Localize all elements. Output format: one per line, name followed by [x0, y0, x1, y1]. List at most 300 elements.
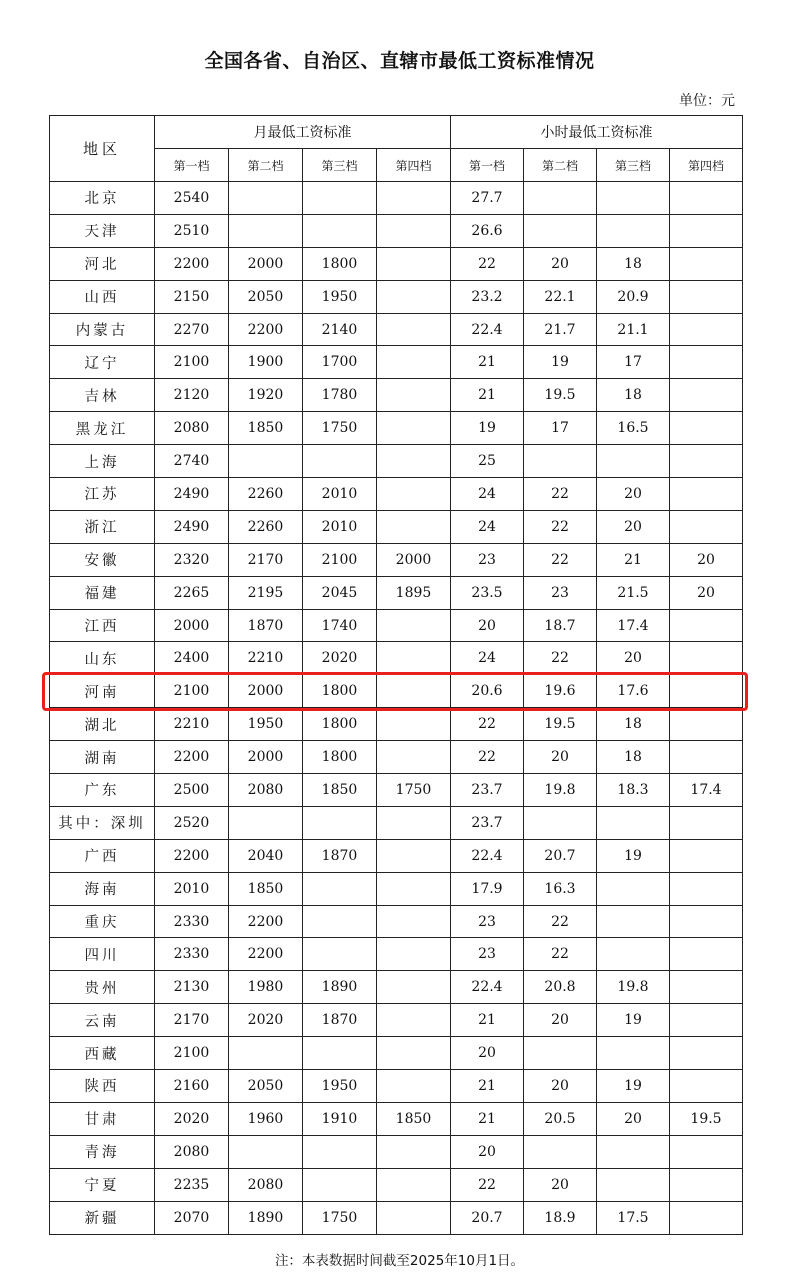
- hourly-tier-4-cell: [670, 346, 743, 379]
- table-row: [50, 214, 743, 247]
- hourly-tier-1-cell: 22: [451, 247, 524, 280]
- region-cell: 北京: [50, 182, 155, 215]
- monthly-tier-4-cell: [377, 379, 451, 412]
- hourly-tier-4-cell: [670, 379, 743, 412]
- hourly-tier-1-cell: 26.6: [451, 214, 524, 247]
- monthly-tier-2-cell: 2000: [229, 247, 303, 280]
- table-row: [50, 708, 743, 741]
- hourly-tier-4-cell: [670, 642, 743, 675]
- monthly-tier-1-cell: 2070: [155, 1201, 229, 1234]
- hourly-tier-3-cell: [597, 938, 670, 971]
- monthly-tier-4-cell: [377, 642, 451, 675]
- table-row: [50, 971, 743, 1004]
- hourly-tier-2-cell: 20.8: [524, 971, 597, 1004]
- monthly-tier-1-cell: 2210: [155, 708, 229, 741]
- monthly-tier-1-cell: 2100: [155, 675, 229, 708]
- region-cell: 贵州: [50, 971, 155, 1004]
- region-cell: 黑龙江: [50, 412, 155, 445]
- monthly-tier-4-cell: [377, 708, 451, 741]
- monthly-tier-2-cell: 1870: [229, 609, 303, 642]
- monthly-tier-1-cell: 2740: [155, 445, 229, 478]
- monthly-tier-3-cell: 1750: [303, 412, 377, 445]
- monthly-tier-2-cell: 1960: [229, 1102, 303, 1135]
- region-cell: 河南: [50, 675, 155, 708]
- hourly-tier-1-cell: 19: [451, 412, 524, 445]
- hourly-tier-1-cell: 22.4: [451, 971, 524, 1004]
- monthly-tier-2-cell: 2170: [229, 543, 303, 576]
- hourly-tier-4-cell: [670, 609, 743, 642]
- hourly-tier-4-cell: [670, 872, 743, 905]
- hourly-tier-1-cell: 21: [451, 1004, 524, 1037]
- monthly-tier-3-cell: 1950: [303, 1070, 377, 1103]
- min-wage-table: [49, 115, 743, 1235]
- hourly-tier-1-cell: 20: [451, 1135, 524, 1168]
- monthly-tier-3-header: 第三档: [303, 149, 377, 182]
- table-row: [50, 280, 743, 313]
- hourly-tier-1-cell: 27.7: [451, 182, 524, 215]
- region-cell: 福建: [50, 576, 155, 609]
- monthly-tier-2-cell: 2260: [229, 510, 303, 543]
- hourly-tier-4-cell: [670, 708, 743, 741]
- hourly-tier-3-cell: 20: [597, 1102, 670, 1135]
- monthly-tier-2-cell: 2210: [229, 642, 303, 675]
- hourly-tier-4-cell: [670, 247, 743, 280]
- monthly-tier-4-cell: [377, 182, 451, 215]
- hourly-tier-4-cell: [670, 938, 743, 971]
- hourly-tier-2-cell: 16.3: [524, 872, 597, 905]
- hourly-tier-1-cell: 23: [451, 543, 524, 576]
- footnote: 注：本表数据时间截至2025年10月1日。: [274, 1253, 525, 1269]
- monthly-tier-4-cell: [377, 346, 451, 379]
- monthly-tier-2-cell: 2200: [229, 313, 303, 346]
- monthly-tier-3-cell: 1750: [303, 1201, 377, 1234]
- monthly-tier-2-cell: 2200: [229, 938, 303, 971]
- region-cell: 陕西: [50, 1070, 155, 1103]
- hourly-tier-1-cell: 21: [451, 1102, 524, 1135]
- hourly-tier-4-cell: [670, 510, 743, 543]
- hourly-tier-3-cell: 18: [597, 708, 670, 741]
- hourly-tier-2-cell: 20: [524, 247, 597, 280]
- hourly-tier-4-cell: 19.5: [670, 1102, 743, 1135]
- hourly-tier-3-cell: [597, 214, 670, 247]
- monthly-tier-4-cell: [377, 445, 451, 478]
- monthly-tier-4-cell: [377, 478, 451, 511]
- monthly-tier-1-cell: 2235: [155, 1168, 229, 1201]
- region-cell: 江苏: [50, 478, 155, 511]
- monthly-tier-3-cell: 1890: [303, 971, 377, 1004]
- monthly-tier-4-cell: [377, 1070, 451, 1103]
- region-cell: 广东: [50, 774, 155, 807]
- monthly-tier-2-cell: 2080: [229, 1168, 303, 1201]
- hourly-tier-3-cell: 20: [597, 510, 670, 543]
- monthly-tier-3-cell: [303, 1037, 377, 1070]
- table-row: [50, 510, 743, 543]
- region-cell: 湖南: [50, 741, 155, 774]
- hourly-tier-2-cell: 22: [524, 510, 597, 543]
- hourly-tier-3-cell: 17.4: [597, 609, 670, 642]
- hourly-tier-3-cell: 17.6: [597, 675, 670, 708]
- hourly-tier-1-cell: 21: [451, 379, 524, 412]
- table-row: [50, 445, 743, 478]
- hourly-tier-2-cell: [524, 806, 597, 839]
- table-row: [50, 1201, 743, 1234]
- region-cell: 内蒙古: [50, 313, 155, 346]
- monthly-tier-2-header: 第二档: [229, 149, 303, 182]
- hourly-tier-1-cell: 17.9: [451, 872, 524, 905]
- monthly-tier-2-cell: [229, 1135, 303, 1168]
- hourly-tier-3-cell: 21: [597, 543, 670, 576]
- monthly-tier-3-cell: [303, 806, 377, 839]
- monthly-tier-3-cell: 1700: [303, 346, 377, 379]
- region-cell: 安徽: [50, 543, 155, 576]
- region-cell: 上海: [50, 445, 155, 478]
- monthly-tier-4-cell: [377, 839, 451, 872]
- hourly-tier-2-cell: 19.8: [524, 774, 597, 807]
- hourly-tier-2-cell: 22: [524, 938, 597, 971]
- monthly-tier-1-cell: 2520: [155, 806, 229, 839]
- monthly-header: 月最低工资标准: [155, 116, 451, 149]
- hourly-tier-3-cell: 19: [597, 1070, 670, 1103]
- hourly-tier-4-header: 第四档: [670, 149, 743, 182]
- monthly-tier-4-cell: [377, 609, 451, 642]
- monthly-tier-4-cell: 1895: [377, 576, 451, 609]
- monthly-tier-1-cell: 2000: [155, 609, 229, 642]
- hourly-tier-1-cell: 22: [451, 708, 524, 741]
- monthly-tier-2-cell: 2195: [229, 576, 303, 609]
- monthly-tier-3-cell: [303, 938, 377, 971]
- monthly-tier-4-cell: [377, 247, 451, 280]
- monthly-tier-4-cell: [377, 971, 451, 1004]
- hourly-tier-3-cell: [597, 1037, 670, 1070]
- table-row: [50, 313, 743, 346]
- region-cell: 天津: [50, 214, 155, 247]
- table-row: [50, 1168, 743, 1201]
- monthly-tier-3-cell: 1950: [303, 280, 377, 313]
- hourly-tier-1-cell: 24: [451, 510, 524, 543]
- hourly-tier-3-cell: 16.5: [597, 412, 670, 445]
- region-cell: 湖北: [50, 708, 155, 741]
- monthly-tier-4-cell: 2000: [377, 543, 451, 576]
- hourly-tier-3-cell: [597, 1168, 670, 1201]
- region-cell: 江西: [50, 609, 155, 642]
- monthly-tier-3-cell: 1800: [303, 741, 377, 774]
- monthly-tier-3-cell: 1740: [303, 609, 377, 642]
- region-cell: 广西: [50, 839, 155, 872]
- hourly-tier-1-cell: 24: [451, 478, 524, 511]
- monthly-tier-1-cell: 2490: [155, 478, 229, 511]
- hourly-tier-2-cell: 20: [524, 741, 597, 774]
- monthly-tier-4-cell: [377, 1135, 451, 1168]
- hourly-tier-2-cell: [524, 182, 597, 215]
- monthly-tier-2-cell: 2200: [229, 905, 303, 938]
- hourly-tier-2-cell: 20: [524, 1168, 597, 1201]
- table-row: [50, 543, 743, 576]
- region-cell: 河北: [50, 247, 155, 280]
- monthly-tier-1-cell: 2510: [155, 214, 229, 247]
- region-cell: 其中：深圳: [50, 806, 155, 839]
- monthly-tier-1-cell: 2010: [155, 872, 229, 905]
- hourly-tier-4-cell: 17.4: [670, 774, 743, 807]
- monthly-tier-4-header: 第四档: [377, 149, 451, 182]
- region-header: 地区: [50, 116, 155, 182]
- region-cell: 吉林: [50, 379, 155, 412]
- table-row: [50, 905, 743, 938]
- table-row: [50, 1037, 743, 1070]
- table-row: [50, 642, 743, 675]
- monthly-tier-4-cell: [377, 675, 451, 708]
- monthly-tier-3-cell: [303, 214, 377, 247]
- hourly-tier-3-cell: [597, 905, 670, 938]
- region-cell: 宁夏: [50, 1168, 155, 1201]
- hourly-tier-3-cell: 19: [597, 1004, 670, 1037]
- monthly-tier-2-cell: 1850: [229, 872, 303, 905]
- monthly-tier-4-cell: [377, 1004, 451, 1037]
- hourly-tier-4-cell: [670, 971, 743, 1004]
- table-row: [50, 774, 743, 807]
- monthly-tier-1-header: 第一档: [155, 149, 229, 182]
- hourly-tier-4-cell: [670, 313, 743, 346]
- hourly-tier-4-cell: [670, 478, 743, 511]
- hourly-tier-1-cell: 20: [451, 609, 524, 642]
- monthly-tier-2-cell: 2050: [229, 280, 303, 313]
- hourly-tier-1-cell: 23.5: [451, 576, 524, 609]
- hourly-tier-4-cell: [670, 412, 743, 445]
- monthly-tier-1-cell: 2400: [155, 642, 229, 675]
- hourly-tier-4-cell: [670, 1168, 743, 1201]
- hourly-tier-2-cell: 17: [524, 412, 597, 445]
- monthly-tier-2-cell: 1900: [229, 346, 303, 379]
- monthly-tier-2-cell: [229, 182, 303, 215]
- hourly-tier-4-cell: [670, 1037, 743, 1070]
- monthly-tier-1-cell: 2200: [155, 247, 229, 280]
- hourly-tier-1-cell: 23.2: [451, 280, 524, 313]
- monthly-tier-4-cell: 1750: [377, 774, 451, 807]
- monthly-tier-3-cell: [303, 872, 377, 905]
- monthly-tier-3-cell: 1870: [303, 1004, 377, 1037]
- hourly-tier-3-cell: 18: [597, 247, 670, 280]
- hourly-tier-2-cell: 22: [524, 543, 597, 576]
- table-row: [50, 379, 743, 412]
- hourly-tier-2-cell: 21.7: [524, 313, 597, 346]
- monthly-tier-1-cell: 2265: [155, 576, 229, 609]
- hourly-tier-4-cell: 20: [670, 543, 743, 576]
- monthly-tier-1-cell: 2130: [155, 971, 229, 1004]
- hourly-tier-1-cell: 22: [451, 1168, 524, 1201]
- monthly-tier-2-cell: 1920: [229, 379, 303, 412]
- monthly-tier-2-cell: 1980: [229, 971, 303, 1004]
- hourly-tier-1-cell: 24: [451, 642, 524, 675]
- monthly-tier-1-cell: 2200: [155, 741, 229, 774]
- monthly-tier-4-cell: [377, 214, 451, 247]
- table-row: [50, 182, 743, 215]
- monthly-tier-1-cell: 2100: [155, 346, 229, 379]
- monthly-tier-3-cell: 1800: [303, 675, 377, 708]
- monthly-tier-1-cell: 2080: [155, 1135, 229, 1168]
- monthly-tier-2-cell: 2000: [229, 741, 303, 774]
- hourly-tier-3-cell: 18.3: [597, 774, 670, 807]
- region-cell: 浙江: [50, 510, 155, 543]
- hourly-tier-3-cell: 21.5: [597, 576, 670, 609]
- hourly-tier-1-cell: 23: [451, 905, 524, 938]
- monthly-tier-1-cell: 2080: [155, 412, 229, 445]
- monthly-tier-3-cell: [303, 1168, 377, 1201]
- hourly-tier-4-cell: [670, 806, 743, 839]
- monthly-tier-3-cell: 1800: [303, 247, 377, 280]
- hourly-tier-2-header: 第二档: [524, 149, 597, 182]
- monthly-tier-3-cell: 1800: [303, 708, 377, 741]
- hourly-tier-3-cell: [597, 806, 670, 839]
- hourly-tier-1-cell: 23.7: [451, 806, 524, 839]
- monthly-tier-4-cell: [377, 1168, 451, 1201]
- monthly-tier-1-cell: 2330: [155, 905, 229, 938]
- hourly-tier-2-cell: 22: [524, 642, 597, 675]
- hourly-tier-3-cell: 20.9: [597, 280, 670, 313]
- hourly-tier-4-cell: [670, 675, 743, 708]
- hourly-tier-1-header: 第一档: [451, 149, 524, 182]
- table-row: [50, 741, 743, 774]
- monthly-tier-4-cell: [377, 872, 451, 905]
- monthly-tier-2-cell: 2000: [229, 675, 303, 708]
- hourly-tier-3-cell: [597, 872, 670, 905]
- hourly-tier-1-cell: 20.6: [451, 675, 524, 708]
- hourly-tier-4-cell: [670, 445, 743, 478]
- monthly-tier-3-cell: 2100: [303, 543, 377, 576]
- monthly-tier-4-cell: [377, 510, 451, 543]
- monthly-tier-3-cell: 2010: [303, 510, 377, 543]
- hourly-tier-2-cell: 22: [524, 478, 597, 511]
- monthly-tier-4-cell: [377, 1201, 451, 1234]
- monthly-tier-2-cell: [229, 806, 303, 839]
- monthly-tier-1-cell: 2200: [155, 839, 229, 872]
- hourly-tier-3-cell: [597, 1135, 670, 1168]
- region-cell: 重庆: [50, 905, 155, 938]
- hourly-tier-2-cell: 22: [524, 905, 597, 938]
- hourly-tier-4-cell: [670, 905, 743, 938]
- hourly-tier-1-cell: 21: [451, 1070, 524, 1103]
- hourly-tier-4-cell: [670, 1070, 743, 1103]
- monthly-tier-2-cell: 2080: [229, 774, 303, 807]
- table-row: [50, 346, 743, 379]
- hourly-tier-3-cell: 21.1: [597, 313, 670, 346]
- table-row: [50, 478, 743, 511]
- monthly-tier-1-cell: 2500: [155, 774, 229, 807]
- table-row: [50, 806, 743, 839]
- monthly-tier-1-cell: 2540: [155, 182, 229, 215]
- hourly-tier-3-cell: 17.5: [597, 1201, 670, 1234]
- monthly-tier-2-cell: 1890: [229, 1201, 303, 1234]
- hourly-tier-2-cell: 19.5: [524, 708, 597, 741]
- monthly-tier-4-cell: [377, 938, 451, 971]
- monthly-tier-1-cell: 2490: [155, 510, 229, 543]
- monthly-tier-4-cell: [377, 806, 451, 839]
- hourly-tier-2-cell: [524, 214, 597, 247]
- hourly-tier-4-cell: [670, 741, 743, 774]
- region-cell: 山西: [50, 280, 155, 313]
- hourly-tier-3-cell: 18: [597, 741, 670, 774]
- monthly-tier-1-cell: 2160: [155, 1070, 229, 1103]
- hourly-tier-3-cell: 20: [597, 478, 670, 511]
- monthly-tier-1-cell: 2020: [155, 1102, 229, 1135]
- monthly-tier-3-cell: 1780: [303, 379, 377, 412]
- hourly-tier-4-cell: [670, 839, 743, 872]
- table-row: [50, 1004, 743, 1037]
- monthly-tier-3-cell: 2010: [303, 478, 377, 511]
- hourly-tier-1-cell: 20: [451, 1037, 524, 1070]
- hourly-tier-1-cell: 23.7: [451, 774, 524, 807]
- hourly-tier-4-cell: 20: [670, 576, 743, 609]
- monthly-tier-4-cell: [377, 741, 451, 774]
- hourly-tier-2-cell: 20.5: [524, 1102, 597, 1135]
- monthly-tier-4-cell: [377, 280, 451, 313]
- hourly-tier-4-cell: [670, 1135, 743, 1168]
- region-cell: 海南: [50, 872, 155, 905]
- monthly-tier-2-cell: 1950: [229, 708, 303, 741]
- unit-label: 单位：元: [679, 93, 735, 109]
- hourly-tier-1-cell: 22.4: [451, 313, 524, 346]
- hourly-tier-3-cell: 19: [597, 839, 670, 872]
- region-cell: 云南: [50, 1004, 155, 1037]
- hourly-tier-1-cell: 23: [451, 938, 524, 971]
- monthly-tier-2-cell: [229, 1037, 303, 1070]
- table-row: [50, 938, 743, 971]
- monthly-tier-4-cell: 1850: [377, 1102, 451, 1135]
- hourly-tier-3-cell: 17: [597, 346, 670, 379]
- table-row: [50, 1102, 743, 1135]
- hourly-tier-1-cell: 25: [451, 445, 524, 478]
- region-cell: 西藏: [50, 1037, 155, 1070]
- monthly-tier-3-cell: 2020: [303, 642, 377, 675]
- monthly-tier-1-cell: 2100: [155, 1037, 229, 1070]
- monthly-tier-4-cell: [377, 905, 451, 938]
- table-row: [50, 412, 743, 445]
- monthly-tier-4-cell: [377, 313, 451, 346]
- hourly-tier-4-cell: [670, 1004, 743, 1037]
- hourly-tier-2-cell: 20.7: [524, 839, 597, 872]
- region-cell: 辽宁: [50, 346, 155, 379]
- monthly-tier-3-cell: [303, 182, 377, 215]
- hourly-tier-3-cell: 18: [597, 379, 670, 412]
- monthly-tier-3-cell: 1910: [303, 1102, 377, 1135]
- table-row: [50, 675, 743, 708]
- hourly-tier-1-cell: 22.4: [451, 839, 524, 872]
- hourly-tier-4-cell: [670, 1201, 743, 1234]
- monthly-tier-2-cell: [229, 445, 303, 478]
- table-row: [50, 247, 743, 280]
- table-row: [50, 1070, 743, 1103]
- hourly-tier-1-cell: 21: [451, 346, 524, 379]
- monthly-tier-3-cell: [303, 905, 377, 938]
- hourly-header: 小时最低工资标准: [451, 116, 743, 149]
- monthly-tier-4-cell: [377, 412, 451, 445]
- hourly-tier-1-cell: 20.7: [451, 1201, 524, 1234]
- monthly-tier-3-cell: 1850: [303, 774, 377, 807]
- monthly-tier-1-cell: 2320: [155, 543, 229, 576]
- region-cell: 甘肃: [50, 1102, 155, 1135]
- hourly-tier-2-cell: 18.9: [524, 1201, 597, 1234]
- table-row: [50, 576, 743, 609]
- monthly-tier-1-cell: 2330: [155, 938, 229, 971]
- region-cell: 四川: [50, 938, 155, 971]
- hourly-tier-3-cell: 19.8: [597, 971, 670, 1004]
- monthly-tier-3-cell: [303, 445, 377, 478]
- monthly-tier-1-cell: 2170: [155, 1004, 229, 1037]
- hourly-tier-2-cell: 22.1: [524, 280, 597, 313]
- hourly-tier-3-cell: 20: [597, 642, 670, 675]
- hourly-tier-2-cell: 19.5: [524, 379, 597, 412]
- hourly-tier-3-header: 第三档: [597, 149, 670, 182]
- region-cell: 山东: [50, 642, 155, 675]
- monthly-tier-1-cell: 2150: [155, 280, 229, 313]
